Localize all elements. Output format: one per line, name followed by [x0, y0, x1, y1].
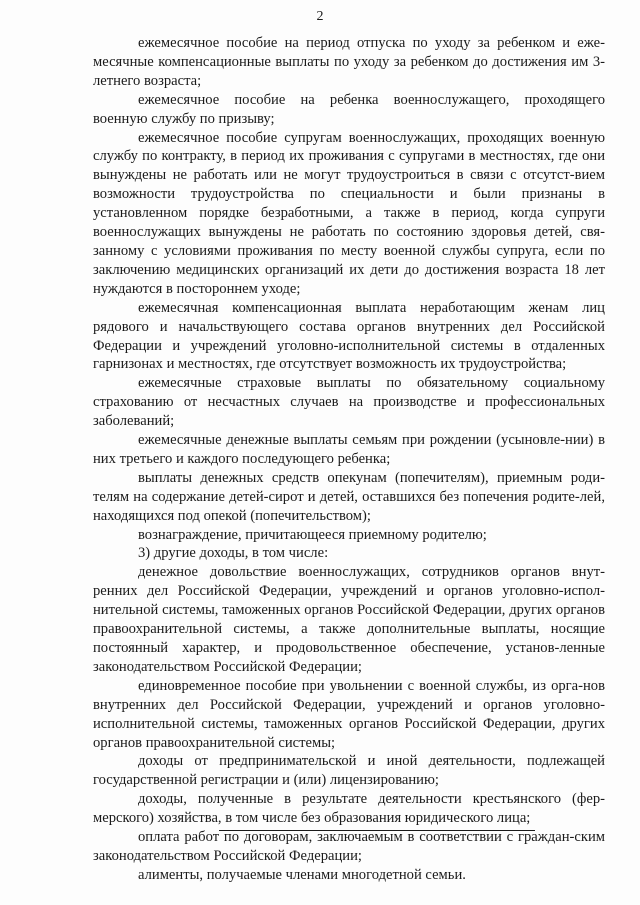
paragraph: ежемесячные денежные выплаты семьям при рождении (усыновле-нии) в них третьего и каждого последующего ребенка;	[93, 432, 605, 467]
document-body	[93, 34, 605, 885]
paragraph: ежемесячные страховые выплаты по обязательному социальному страхованию от несчастных случаев на производстве и профессиональных заболеваний;	[93, 375, 605, 430]
paragraph: ежемесячное пособие на ребенка военнослужащего, проходящего военную службу по призыву;	[93, 91, 605, 127]
paragraph: доходы от предпринимательской и иной деятельности, подлежащей государственной регистрации и (или) лицензированию;	[93, 753, 605, 789]
paragraph: вознаграждение, причитающееся приемному родителю;	[138, 526, 487, 543]
paragraph: единовременное пособие при увольнении с военной службы, из орга-нов внутренних дел Российской Федерации, учреждений и органов уголовно-исполнительной системы, таможенных органов Российской Федерации, других органов правоохранительной системы;	[93, 677, 605, 751]
paragraph: ежемесячная компенсационная выплата неработающим женам лиц рядового и начальствующего состава органов внутренних дел Российской Федерации и учреждений уголовно-исполнительной системы в отдаленных гарнизонах и местностях, где отсутствует возможность их трудоустройства;	[93, 299, 605, 373]
paragraph: алименты, получаемые членами многодетной семьи.	[138, 866, 466, 883]
paragraph: оплата работ по договорам, заключаемым в соответствии с граждан-ским законодательством Российской Федерации;	[93, 829, 605, 864]
paragraph: доходы, полученные в результате деятельности крестьянского (фер-мерского) хозяйства, в том числе без образования юридического лица;	[93, 791, 605, 827]
paragraph: выплаты денежных средств опекунам (попечителям), приемным роди-телям на содержание детей-сирот и детей, оставшихся без попечения родите-лей, находящихся под опекой (попечительством);	[93, 469, 605, 524]
paragraph: денежное довольствие военнослужащих, сотрудников органов внут-ренних дел Российской Федерации, учреждений и органов уголовно-испол-нительной системы, таможенных органов Российской Федерации, других органов правоохранительной системы, а также дополнительные выплаты, носящие постоянный характер, и продовольственное обеспечение, установ-ленные законодательством Российской Федерации;	[93, 564, 605, 675]
end-separator-line	[219, 830, 535, 831]
page-number: 2	[316, 9, 324, 24]
paragraph: 3) другие доходы, в том числе:	[138, 545, 329, 562]
paragraph: ежемесячное пособие на период отпуска по уходу за ребенком и еже-месячные компенсационные выплаты по уходу за ребенком до достижения им 3-летнего возраста;	[93, 35, 605, 89]
paragraph: ежемесячное пособие супругам военнослужащих, проходящих военную службу по контракту, в период их проживания с супругами в местностях, где они вынуждены не работать или не могут трудоустроиться в связи с отсутст-вием возможности трудоустройства по специальности и были признаны в установленном порядке безработными, а также в период, когда супруги военнослужащих вынуждены не работать по состоянию здоровья детей, свя-занному с условиями проживания по месту военной службы супруга, если по заключению медицинских организаций их дети до достижения возраста 18 лет нуждаются в постороннем уходе;	[93, 129, 605, 297]
